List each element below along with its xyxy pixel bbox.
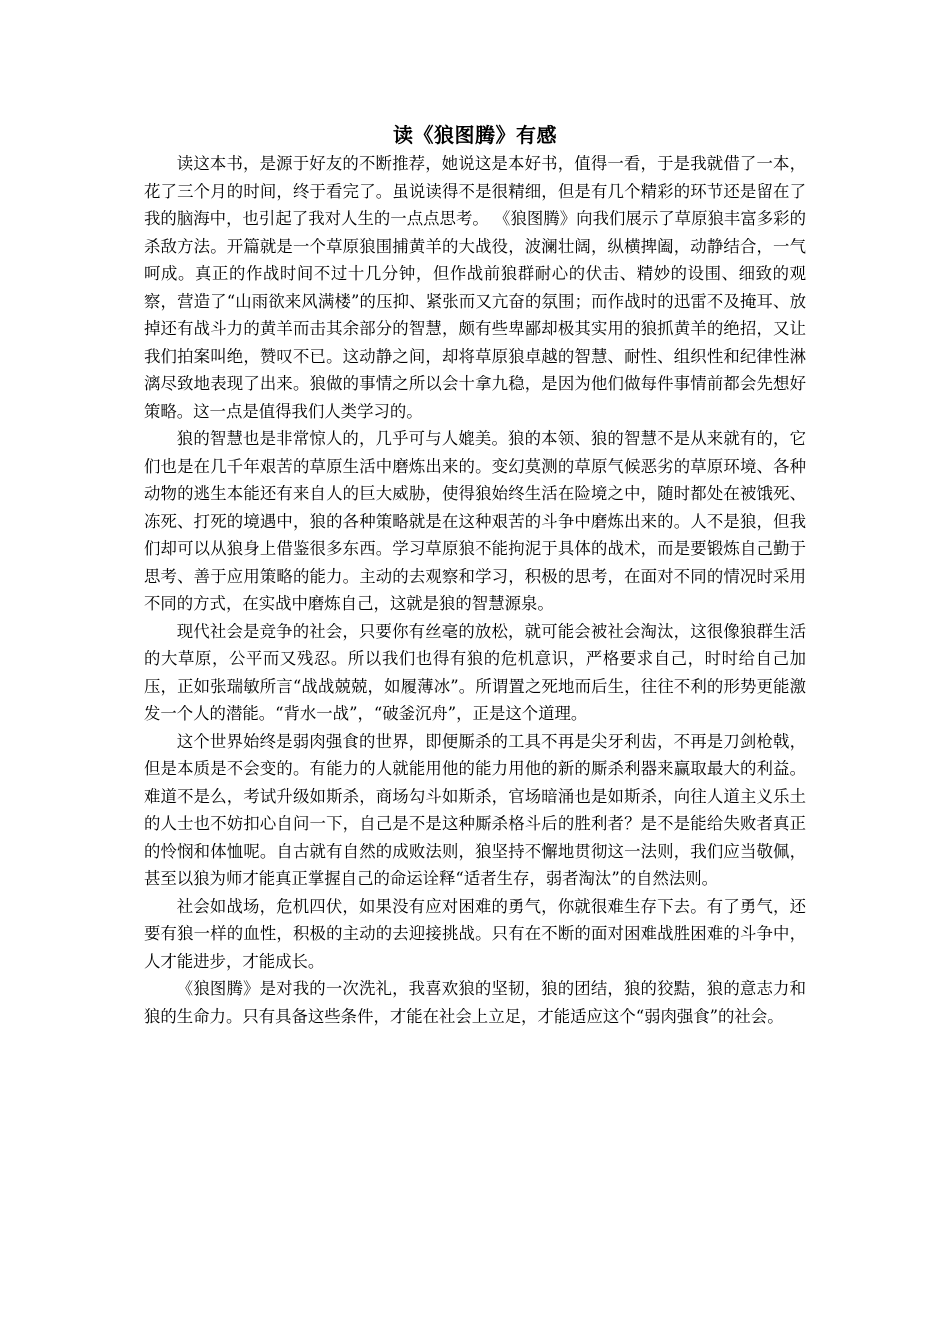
paragraph-3: 现代社会是竞争的社会，只要你有丝毫的放松，就可能会被社会淘汰，这很像狼群生活的大草原，公平而又残忍。所以我们也得有狼的危机意识，严格要求自己，时时给自己加压，正如张瑞敏所言“战战兢兢，如履薄冰”。所谓置之死地而后生，往往不利的形势更能激发一个人的潜能。“背水一战”，“破釜沉舟”，正是这个道理。 — [144, 621, 806, 723]
paragraph-2: 狼的智慧也是非常惊人的，几乎可与人媲美。狼的本领、狼的智慧不是从来就有的，它们也是在几千年艰苦的草原生活中磨炼出来的。变幻莫测的草原气候恶劣的草原环境、各种动物的逃生本能还有来自人的巨大威胁，使得狼始终生活在险境之中，随时都处在被饿死、冻死、打死的境遇中，狼的各种策略就是在这种艰苦的斗争中磨炼出来的。人不是狼，但我们却可以从狼身上借鉴很多东西。学习草原狼不能拘泥于具体的战术，而是要锻炼自己勤于思考、善于应用策略的能力。主动的去观察和学习，积极的思考，在面对不同的情况时采用不同的方式，在实战中磨炼自己，这就是狼的智慧源泉。 — [144, 429, 806, 613]
paragraph-4: 这个世界始终是弱肉强食的世界，即便厮杀的工具不再是尖牙利齿，不再是刀剑枪戟，但是本质是不会变的。有能力的人就能用他的能力用他的新的厮杀利器来赢取最大的利益。难道不是么，考试升级如斯杀，商场勾斗如斯杀，官场暗涌也是如斯杀，向往人道主义乐土的人士也不妨扣心自问一下，自己是不是这种厮杀格斗后的胜利者？是不是能给失败者真正的怜悯和体恤呢。自古就有自然的成败法则，狼坚持不懈地贯彻这一法则，我们应当敬佩，甚至以狼为师才能真正掌握自己的命运诠释“适者生存，弱者淘汰”的自然法则。 — [144, 731, 806, 888]
paragraph-6: 《狼图腾》是对我的一次洗礼，我喜欢狼的坚韧，狼的团结，狼的狡黠，狼的意志力和狼的生命力。只有具备这些条件，才能在社会上立足，才能适应这个“弱肉强食”的社会。 — [144, 979, 806, 1026]
paragraph-5: 社会如战场，危机四伏，如果没有应对困难的勇气，你就很难生存下去。有了勇气，还要有狼一样的血性，积极的主动的去迎接挑战。只有在不断的面对困难战胜困难的斗争中，人才能进步，才能成长。 — [144, 896, 806, 971]
document-title: 读《狼图腾》有感 — [393, 123, 557, 147]
document-body — [144, 120, 806, 1030]
paragraph-1: 读这本书，是源于好友的不断推荐，她说这是本好书，值得一看，于是我就借了一本，花了三个月的时间，终于看完了。虽说读得不是很精细，但是有几个精彩的环节还是留在了我的脑海中，也引起了我对人生的一点点思考。 《狼图腾》向我们展示了草原狼丰富多彩的杀敌方法。开篇就是一个草原狼围捕黄羊的大战役，波澜壮阔，纵横捭阖，动静结合，一气呵成。真正的作战时间不过十几分钟，但作战前狼群耐心的伏击、精妙的设围、细致的观察，营造了“山雨欲来风满楼”的压抑、紧张而又亢奋的氛围；而作战时的迅雷不及掩耳、放掉还有战斗力的黄羊而击其余部分的智慧，颇有些卑鄙却极其实用的狼抓黄羊的绝招，又让我们拍案叫绝，赞叹不已。这动静之间，却将草原狼卓越的智慧、耐性、组织性和纪律性淋漓尽致地表现了出来。狼做的事情之所以会十拿九稳，是因为他们做每件事情前都会先想好策略。这一点是值得我们人类学习的。 — [144, 154, 806, 421]
